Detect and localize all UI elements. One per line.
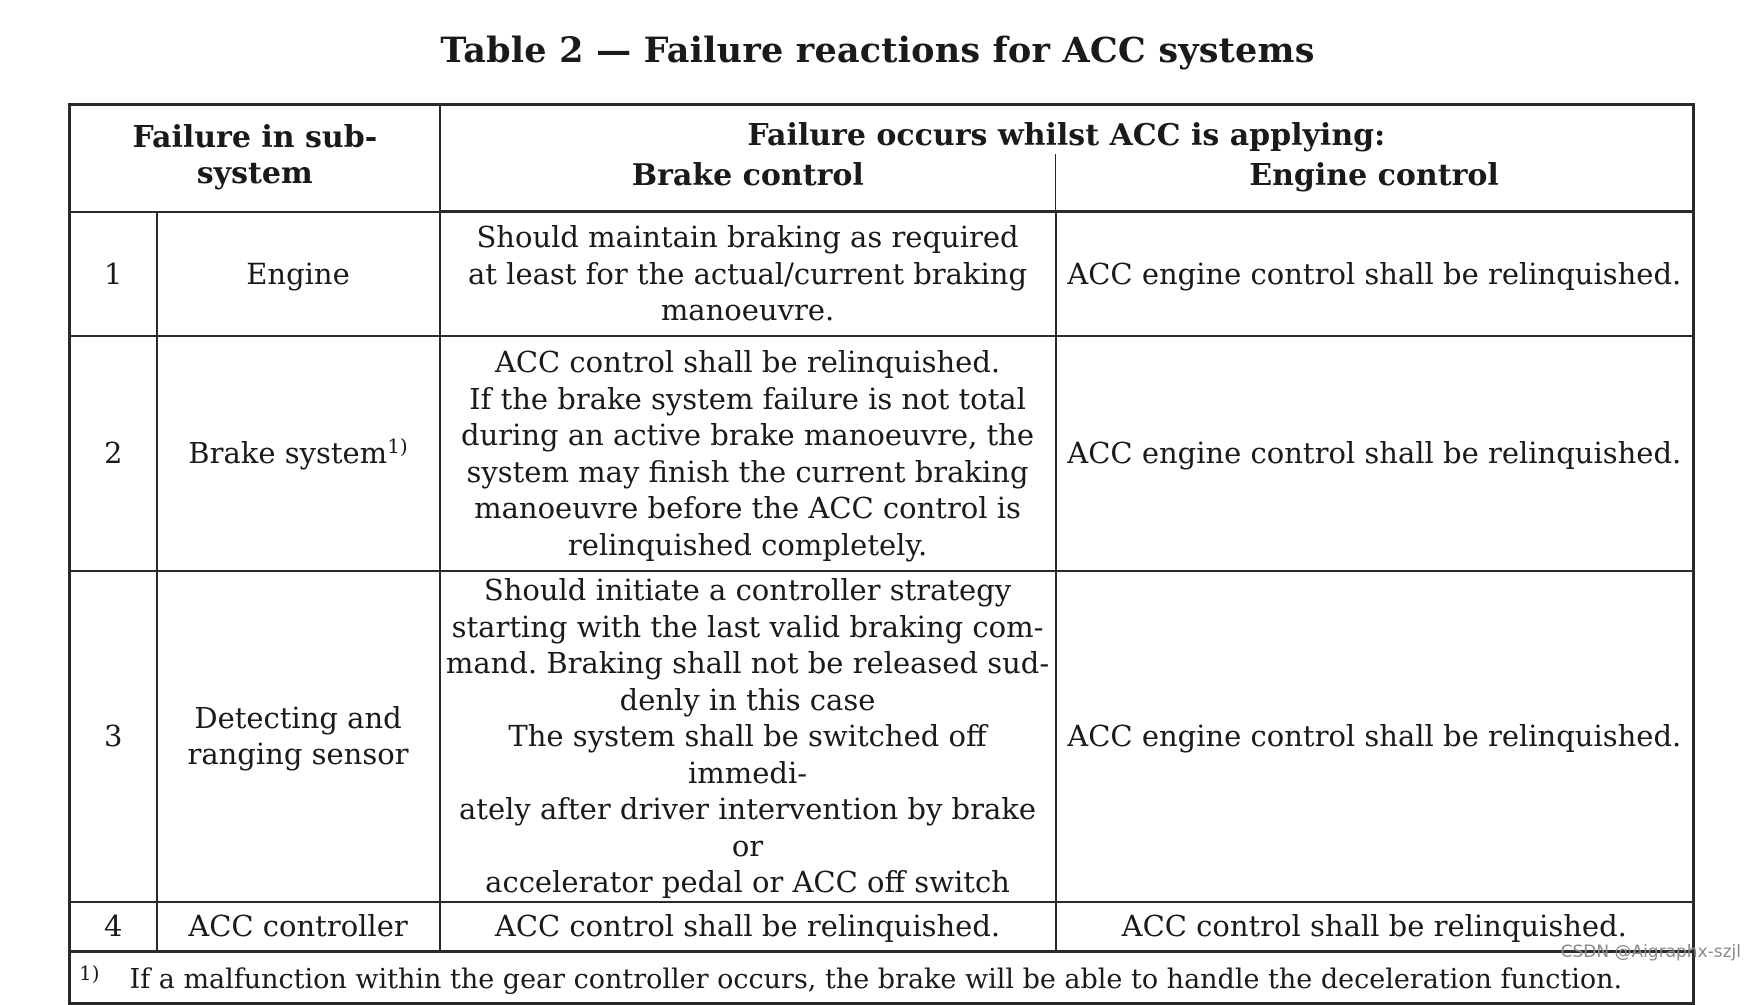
brake-line: system may finish the current braking: [466, 454, 1029, 489]
brake-line: manoeuvre.: [660, 293, 835, 328]
brake-line: The system shall be switched off immedi-: [508, 719, 987, 790]
brake-control-cell: [440, 571, 1056, 902]
engine-control-cell: [1056, 571, 1694, 902]
row-number: 1: [70, 212, 157, 337]
engine-control-cell: [1056, 212, 1694, 337]
brake-line: starting with the last valid braking com-: [451, 609, 1044, 644]
header-group: Failure occurs whilst ACC is applying:: [440, 105, 1694, 155]
brake-line: at least for the actual/current braking: [468, 256, 1028, 291]
engine-line: ACC control shall be relinquished.: [1121, 908, 1627, 943]
header-engine-control: Engine control: [1056, 154, 1694, 212]
row-number: 2: [70, 336, 157, 571]
footnote-reference: 1): [387, 434, 408, 459]
engine-line: ACC engine control shall be relinquished.: [1067, 719, 1682, 753]
brake-line: Should initiate a controller strategy: [483, 573, 1012, 607]
brake-line: ACC control shall be relinquished.: [494, 908, 1001, 943]
brake-line: mand. Braking shall not be released sud-: [445, 646, 1050, 680]
header-failure-subsystem: [70, 105, 440, 212]
brake-line: ately after driver intervention by brake or: [459, 792, 1036, 863]
row-number: 4: [70, 902, 157, 952]
brake-line: accelerator pedal or ACC off switch: [485, 865, 1010, 899]
subsystem-line: ACC controller: [188, 908, 408, 943]
subsystem-line: Brake system: [188, 436, 388, 471]
table-row: [70, 336, 1694, 571]
footnote-row: [70, 951, 1694, 1003]
table-row: [70, 571, 1694, 902]
table-row: [70, 212, 1694, 337]
header-failure-subsystem-line: system: [196, 156, 313, 191]
engine-line: ACC engine control shall be relinquished.: [1067, 256, 1682, 291]
brake-line: If the brake system failure is not total: [469, 381, 1026, 416]
watermark: CSDN @Aigraphx-szjl: [1560, 942, 1741, 962]
brake-line: during an active brake manoeuvre, the: [461, 418, 1035, 452]
brake-control-cell: [440, 212, 1056, 337]
header-failure-subsystem-line: Failure in sub-: [132, 120, 378, 155]
footnote-text: If a malfunction within the gear controller occurs, the brake will be able to handle the deceleration function.: [129, 964, 1623, 996]
engine-line: ACC engine control shall be relinquished.: [1067, 436, 1682, 471]
brake-line: ACC control shall be relinquished.: [494, 345, 1001, 379]
brake-line: relinquished completely.: [567, 527, 928, 562]
header-brake-control: Brake control: [440, 154, 1056, 212]
brake-line: Should maintain braking as required: [476, 220, 1019, 255]
subsystem-line: Detecting and: [194, 700, 402, 735]
engine-control-cell: [1056, 336, 1694, 571]
brake-line: denly in this case: [619, 682, 876, 717]
subsystem-cell: [157, 336, 440, 571]
subsystem-line: Engine: [246, 256, 350, 291]
table-title: Table 2 — Failure reactions for ACC systems: [440, 30, 1315, 71]
row-number: 3: [70, 571, 157, 902]
brake-control-cell: [440, 902, 1056, 952]
table-row: [70, 902, 1694, 952]
subsystem-cell: [157, 212, 440, 337]
subsystem-cell: [157, 902, 440, 952]
brake-control-cell: [440, 336, 1056, 571]
failure-reactions-table: [68, 103, 1695, 1005]
footnote: [70, 951, 1694, 1003]
footnote-mark: 1): [79, 961, 100, 986]
subsystem-line: ranging sensor: [187, 737, 409, 772]
subsystem-cell: [157, 571, 440, 902]
brake-line: manoeuvre before the ACC control is: [474, 491, 1021, 525]
